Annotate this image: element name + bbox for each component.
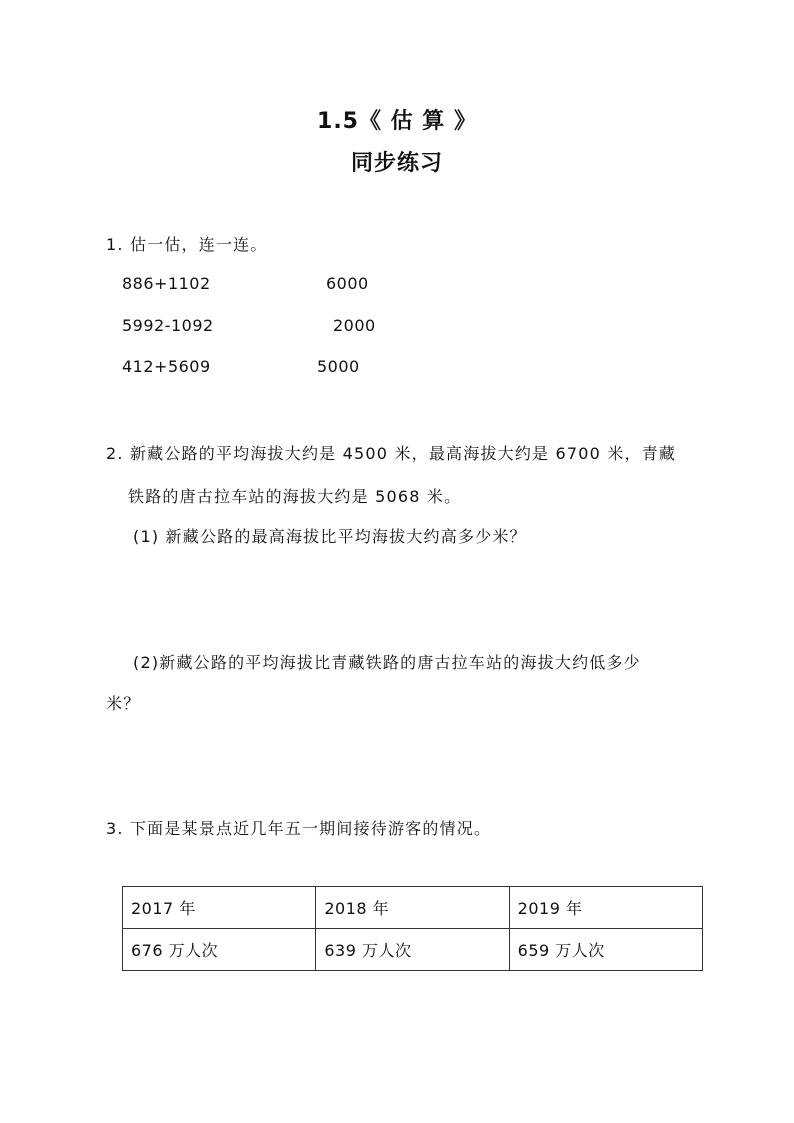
table-value-row	[123, 929, 703, 971]
table-cell-value-2017: 676 万人次	[123, 929, 316, 971]
q1-answer-2: 2000	[333, 316, 376, 335]
q1-answer-3: 5000	[317, 357, 360, 376]
q1-expression-3: 412+5609	[122, 357, 211, 376]
q1-expression-2: 5992-1092	[122, 316, 214, 335]
table-cell-year-2018: 2018 年	[316, 887, 509, 929]
question-3-prompt: 3. 下面是某景点近几年五一期间接待游客的情况。	[106, 819, 492, 838]
table-header-row	[123, 887, 703, 929]
question-2-sub-2-line-1: (2)新藏公路的平均海拔比青藏铁路的唐古拉车站的海拔大约低多少	[133, 653, 641, 672]
q1-expression-1: 886+1102	[122, 274, 211, 293]
table-cell-year-2017: 2017 年	[123, 887, 316, 929]
question-2-sub-1: (1) 新藏公路的最高海拔比平均海拔大约高多少米？	[133, 527, 527, 546]
question-2-prompt-line-2: 铁路的唐古拉车站的海拔大约是 5068 米。	[128, 487, 462, 506]
table-cell-value-2018: 639 万人次	[316, 929, 509, 971]
q1-answer-1: 6000	[326, 274, 369, 293]
table-cell-year-2019: 2019 年	[509, 887, 702, 929]
question-2-sub-2-line-2: 米？	[106, 694, 141, 713]
question-2-prompt-line-1: 2. 新藏公路的平均海拔大约是 4500 米，最高海拔大约是 6700 米，青藏	[106, 444, 677, 463]
page-title: 1.5《 估 算 》	[317, 109, 477, 134]
table-cell-value-2019: 659 万人次	[509, 929, 702, 971]
page-subtitle: 同步练习	[350, 151, 443, 176]
question-1-prompt: 1. 估一估，连一连。	[106, 235, 268, 254]
visitor-table	[122, 886, 703, 971]
